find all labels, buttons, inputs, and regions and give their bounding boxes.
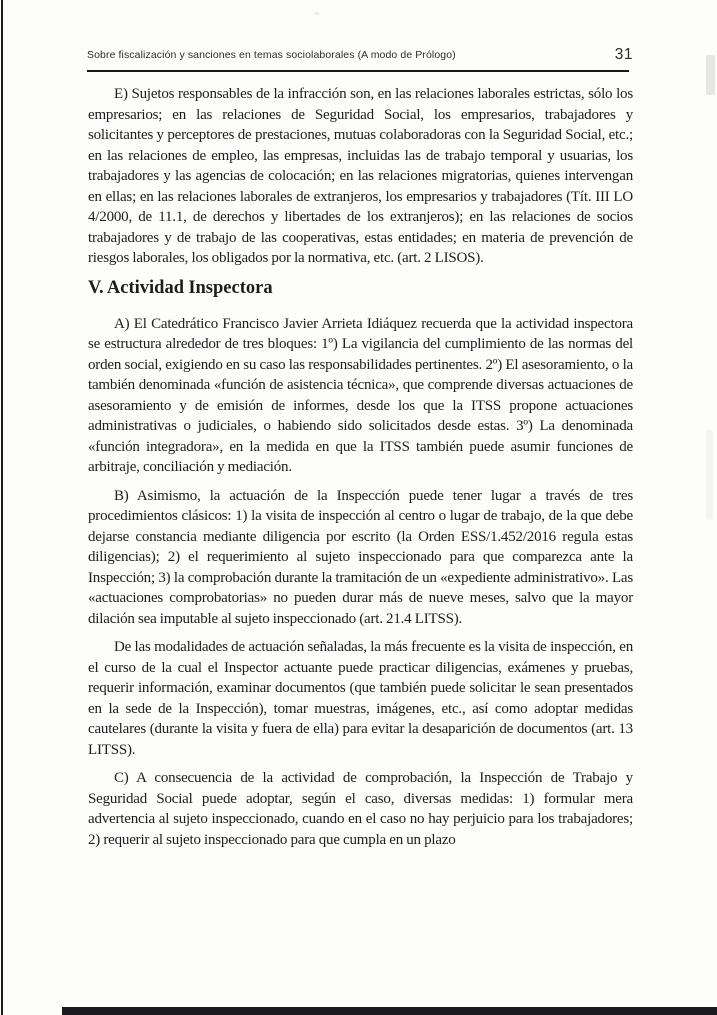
running-header [87,46,633,64]
paragraph-measures-c: C) A consecuencia de la actividad de comprobación, la Inspección de Trabajo y Seguridad Social puede adoptar, según el caso, diversas medidas: 1) formular mera advertencia al sujeto inspeccionado, cuando en el caso no hay perjuicio para los trabajadores; 2) requerir al sujeto inspeccionado para que cumpla en un plazo [88,770,633,848]
paragraph-blocks-a: A) El Catedrático Francisco Javier Arrieta Idiáquez recuerda que la actividad inspectora se estructura alrededor de tres bloques: 1º) La vigilancia del cumplimiento de las normas del orden social, exigiendo en su caso las responsabilidades pertinentes. 2º) El asesoramiento, o la también denominada «función de asistencia técnica», que comprende diversas actuaciones de asesoramiento y de emisión de informes, desde los que la ITSS propone actuaciones administrativas o judiciales, o habiendo sido solicitados desde estas. 3º) La denominada «función integradora», en la medida en que la ITSS también puede asumir funciones de arbitraje, conciliación y mediación. [88,315,633,475]
paragraph-subjects-e: E) Sujetos responsables de la infracción son, en las relaciones laborales estrictas, sólo los empresarios; en las relaciones de Seguridad Social, los empresarios, trabajadores y solicitantes y perceptores de prestaciones, mutuas colaboradoras con la Seguridad Social, etc.; en las relaciones de empleo, las empresas, incluidas las de trabajo temporal y usuarias, los trabajadores y las agencias de colocación; en las relaciones migratorias, quienes intervengan en ellas; en las relaciones laborales de extranjeros, los empresarios y trabajadores (Tít. III LO 4/2000, de 11.1, de derechos y libertades de los extranjeros); en las relaciones de socios trabajadores y de trabajo de las cooperativas, estas entidades; en materia de prevención de riesgos laborales, los obligados por la normativa, etc. (art. 2 LISOS). [88,86,633,266]
scan-edge-left-artifact [1,0,3,1015]
page-number: 31 [614,46,633,63]
header-rule [87,70,629,72]
scan-edge-bottom-artifact [62,1007,717,1015]
section-heading-actividad-inspectora: V. Actividad Inspectora [88,277,273,298]
running-header-title: Sobre fiscalización y sanciones en temas sociolaborales (A modo de Prólogo) [87,49,456,61]
paragraph-procedures-b: B) Asimismo, la actuación de la Inspección puede tener lugar a través de tres procedimientos clásicos: 1) la visita de inspección al centro o lugar de trabajo, de la que debe dejarse constancia mediante diligencia por escrito (la Orden ESS/1.452/2016 regula estas diligencias); 2) el requerimiento al sujeto inspeccionado para que comparezca ante la Inspección; 3) la comprobación durante la tramitación de un «expediente administrativo». Las «actuaciones comprobatorias» no pueden durar más de nueve meses, salvo que la mayor dilación sea imputable al sujeto inspeccionado (art. 21.4 LITSS). [88,487,633,627]
page-body [88,84,633,858]
page-edge-smudge [706,430,713,520]
scan-speck [314,12,319,15]
paragraph-visita-inspeccion: De las modalidades de actuación señaladas, la más frecuente es la visita de inspección, en el curso de la cual el Inspector actuante puede practicar diligencias, exámenes y pruebas, requerir información, examinar documentos (que también puede solicitar le sean presentados en la sede de la Inspección), tomar muestras, imágenes, etc., así como adoptar medidas cautelares (durante la visita y fuera de ella) para evitar la desaparición de documentos (art. 13 LITSS). [88,639,633,758]
page-edge-smudge [706,55,715,95]
